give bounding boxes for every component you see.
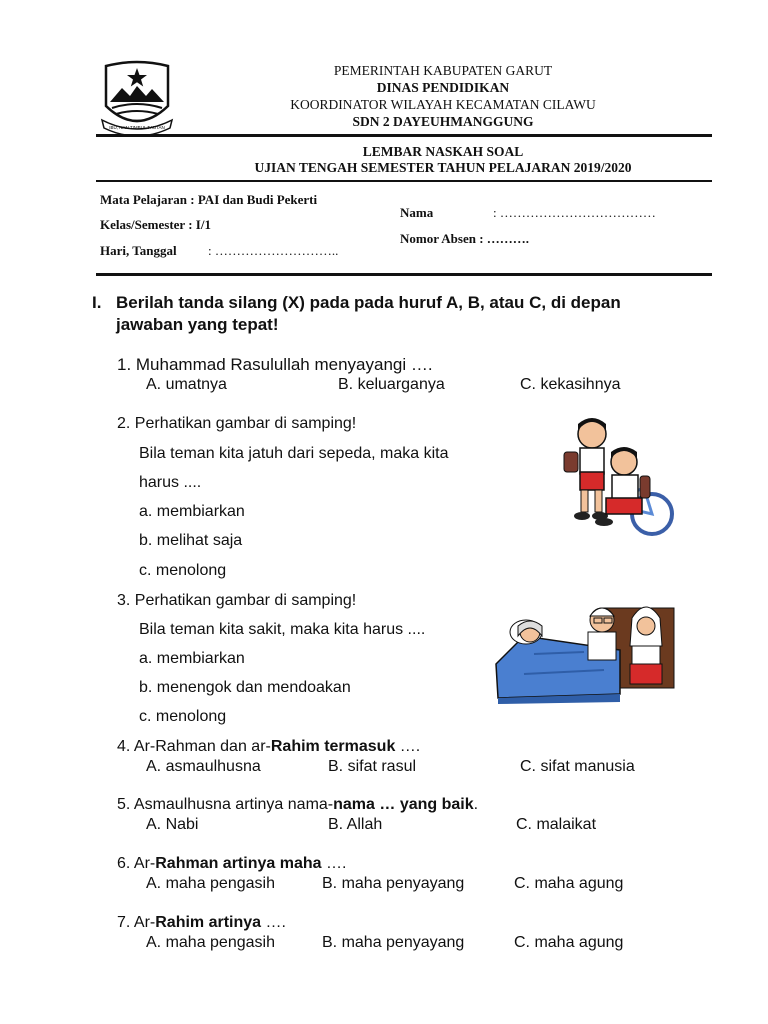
q6-text-end: ….	[321, 855, 347, 872]
doc-title: LEMBAR NASKAH SOAL	[362, 144, 524, 159]
svg-text:IBU, NAN TIMBUL TAUTAN: IBU, NAN TIMBUL TAUTAN	[109, 125, 165, 130]
name-field: : ………………………………	[493, 205, 656, 220]
header-department: DINAS PENDIDIKAN	[376, 80, 510, 95]
q5-text-end: .	[473, 796, 479, 813]
info-top-divider	[96, 180, 712, 182]
section-number: I.	[92, 293, 102, 312]
question-2-body-2: harus ....	[139, 474, 202, 491]
q4-option-a[interactable]: A. asmaulhusna	[146, 758, 261, 775]
question-2-body: Bila teman kita jatuh dari sepeda, maka kita	[139, 445, 449, 462]
question-4	[117, 738, 420, 756]
q4-option-b[interactable]: B. sifat rasul	[328, 758, 417, 775]
section-instruction-2: jawaban yang tepat!	[116, 315, 279, 334]
school-district-logo	[100, 58, 174, 136]
q6-option-c[interactable]: C. maha agung	[514, 875, 624, 892]
helping-friend-illustration	[548, 414, 682, 540]
q5-option-a[interactable]: A. Nabi	[146, 816, 199, 833]
q2-option-b[interactable]: b. melihat saja	[139, 532, 243, 549]
question-6	[117, 855, 346, 873]
q5-text: 5. Asmaulhusna artinya nama-	[117, 796, 334, 813]
day-label: Hari, Tanggal	[100, 243, 177, 258]
q4-text: 4. Ar-Rahman dan ar-	[117, 738, 271, 755]
q5-option-b[interactable]: B. Allah	[328, 816, 383, 833]
q6-option-a[interactable]: A. maha pengasih	[146, 875, 275, 892]
info-bottom-divider	[96, 273, 712, 276]
q3-option-a[interactable]: a. membiarkan	[139, 650, 245, 667]
q6-text: 6. Ar-	[117, 855, 156, 872]
q6-text-bold: Rahman artinya maha	[155, 855, 322, 872]
section-instruction: Berilah tanda silang (X) pada pada huruf A, B, atau C, di depan	[116, 293, 621, 312]
question-2: 2. Perhatikan gambar di samping!	[117, 415, 357, 432]
q7-text-bold: Rahim artinya	[155, 914, 262, 931]
day-field: : ………………………..	[208, 243, 339, 258]
question-3: 3. Perhatikan gambar di samping!	[117, 592, 357, 609]
subject-field: Mata Pelajaran : PAI dan Budi Pekerti	[100, 192, 318, 207]
q1-option-c[interactable]: C. kekasihnya	[520, 376, 621, 393]
question-5	[117, 796, 478, 814]
q2-option-a[interactable]: a. membiarkan	[139, 503, 245, 520]
q7-option-a[interactable]: A. maha pengasih	[146, 934, 275, 951]
q3-option-c[interactable]: c. menolong	[139, 708, 227, 725]
q6-option-b[interactable]: B. maha penyayang	[322, 875, 465, 892]
q7-option-b[interactable]: B. maha penyayang	[322, 934, 465, 951]
question-1: 1. Muhammad Rasulullah menyayangi ….	[117, 355, 433, 374]
q1-option-a[interactable]: A. umatnya	[146, 376, 227, 393]
visiting-sick-friend-illustration	[494, 594, 678, 704]
header-school: SDN 2 DAYEUHMANGGUNG	[352, 114, 534, 129]
question-7	[117, 914, 286, 932]
q7-option-c[interactable]: C. maha agung	[514, 934, 624, 951]
q3-option-b[interactable]: b. menengok dan mendoakan	[139, 679, 351, 696]
header-coordinator: KOORDINATOR WILAYAH KECAMATAN CILAWU	[290, 97, 596, 112]
q5-option-c[interactable]: C. malaikat	[516, 816, 597, 833]
class-field: Kelas/Semester : I/1	[100, 217, 211, 232]
q4-text-end: ….	[395, 738, 421, 755]
q4-option-c[interactable]: C. sifat manusia	[520, 758, 635, 775]
absen-field: Nomor Absen : ……….	[400, 231, 530, 246]
q7-text: 7. Ar-	[117, 914, 156, 931]
header-divider	[96, 134, 712, 137]
header-government: PEMERINTAH KABUPATEN GARUT	[333, 63, 553, 78]
q7-text-end: ….	[261, 914, 286, 931]
q5-text-bold: nama … yang baik	[333, 796, 474, 813]
doc-subtitle: UJIAN TENGAH SEMESTER TAHUN PELAJARAN 2019/2020	[254, 160, 632, 175]
name-label: Nama	[400, 205, 434, 220]
q1-option-b[interactable]: B. keluarganya	[338, 376, 445, 393]
q2-option-c[interactable]: c. menolong	[139, 562, 227, 579]
q4-text-bold: Rahim termasuk	[270, 738, 396, 755]
question-3-body: Bila teman kita sakit, maka kita harus ....	[139, 621, 426, 638]
